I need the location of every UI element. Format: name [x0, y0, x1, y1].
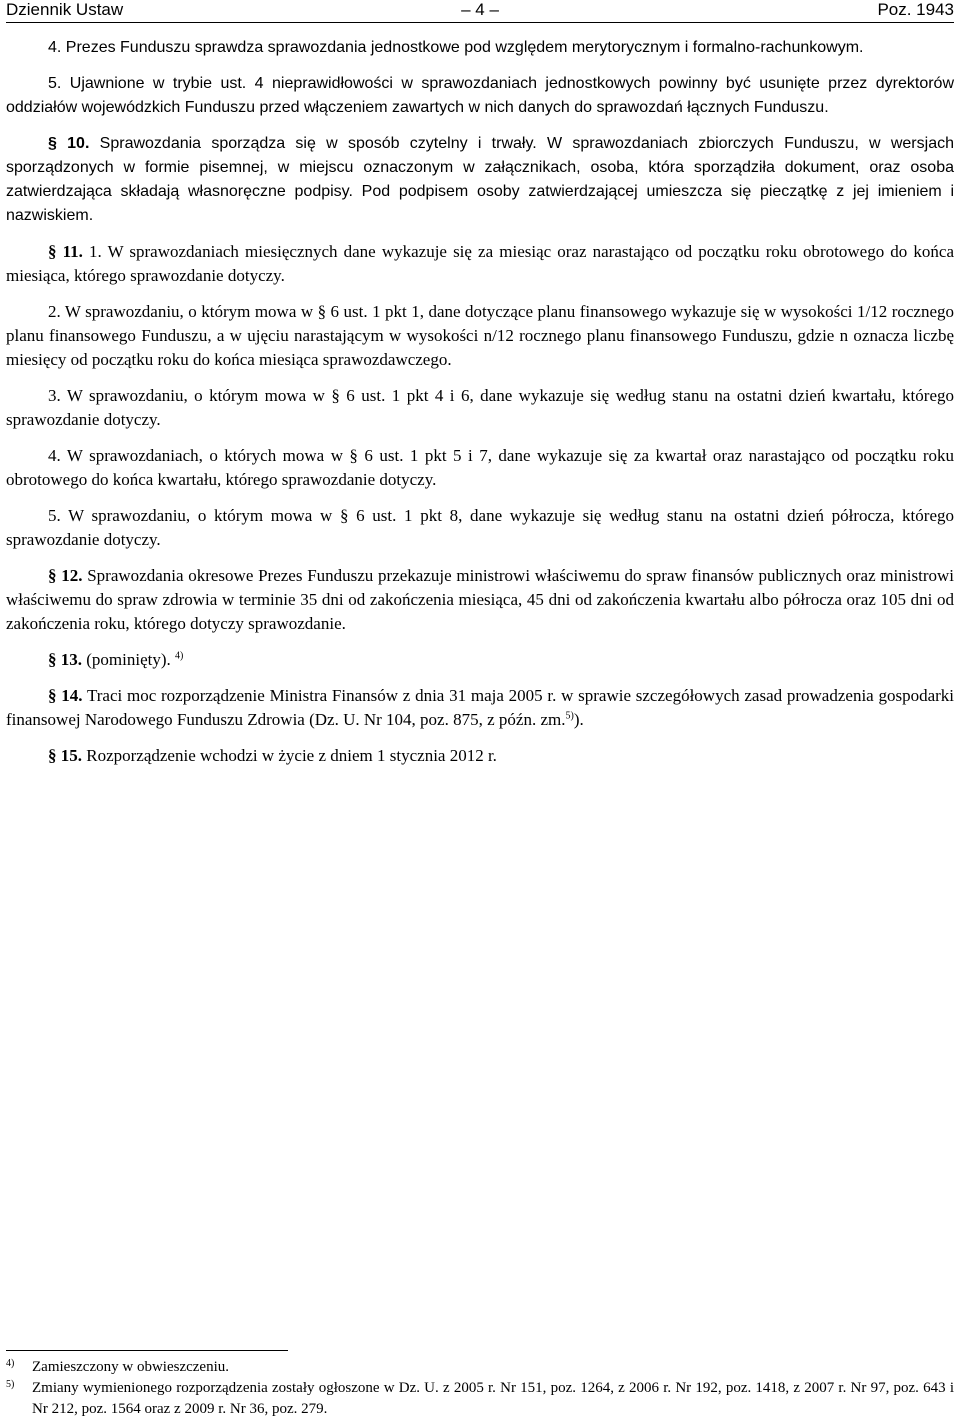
section-11-item-5: 5. W sprawozdaniu, o którym mowa w § 6 ust. 1 pkt 8, dane wykazuje się według stanu na ostatni dzień półrocza, którego sprawozdanie dotyczy.	[6, 506, 954, 549]
footnote-4	[6, 1357, 954, 1378]
page-number: – 4 –	[461, 0, 499, 19]
footnote-5-text: Zmiany wymienionego rozporządzenia zostały ogłoszone w Dz. U. z 2005 r. Nr 151, poz. 1264, z 2006 r. Nr 192, poz. 1418, z 2007 r. Nr 97, poz. 643 i Nr 212, poz. 1564 oraz z 2009 r. Nr 36, poz. 279.	[32, 1380, 954, 1417]
section-14	[6, 684, 954, 732]
footnote-5-mark: 5)	[6, 1379, 15, 1390]
section-11-text: 1. W sprawozdaniach miesięcznych dane wykazuje się za miesiąc oraz narastająco od początku roku obrotowego do końca miesiąca, którego sprawozdanie dotyczy.	[6, 242, 955, 285]
section-13-text: (pominięty).	[82, 650, 171, 669]
section-11-item-2: 2. W sprawozdaniu, o którym mowa w § 6 ust. 1 pkt 1, dane dotyczące planu finansowego wykazuje się w wysokości 1/12 rocznego planu finansowego Funduszu, a w ujęciu narastającym w wysokości n/12 rocznego planu finansowego Funduszu, gdzie n oznacza liczbę miesięcy od początku roku do końca miesiąca sprawozdawczego.	[6, 302, 954, 369]
section-14-end: ).	[573, 710, 584, 729]
document-body	[6, 36, 954, 780]
section-11-item-3: 3. W sprawozdaniu, o którym mowa w § 6 ust. 1 pkt 4 i 6, dane wykazuje się według stanu na ostatni dzień kwartału, którego sprawozdanie dotyczy.	[6, 386, 954, 429]
section-12-number: § 12.	[48, 566, 83, 585]
paragraph-5: 5. Ujawnione w trybie ust. 4 nieprawidłowości w sprawozdaniach jednostkowych powinny być usunięte przez dyrektorów oddziałów wojewódzkich Funduszu przed włączeniem zawartych w nich danych do sprawozdań łącznych Funduszu.	[6, 75, 954, 116]
footnote-5	[6, 1378, 954, 1420]
section-11-number: § 11.	[48, 242, 83, 261]
section-12	[6, 564, 954, 636]
section-10-text: Sprawozdania sporządza się w sposób czytelny i trwały. W sprawozdaniach zbiorczych Funduszu, w wersjach sporządzonych w formie pisemnej, w miejscu oznaczonym w załącznikach, osoba, która sporządziła dokument, oraz osoba zatwierdzająca składają własnoręczne podpisy. Pod podpisem osoby zatwierdzającej umieszcza się pieczątkę z jej imieniem i nazwiskiem.	[6, 135, 954, 224]
footnote-divider	[6, 1350, 288, 1351]
section-11	[6, 240, 954, 288]
section-11-item-4: 4. W sprawozdaniach, o których mowa w § 6 ust. 1 pkt 5 i 7, dane wykazuje się za kwartał oraz narastająco od początku roku obrotowego do końca kwartału, którego sprawozdanie dotyczy.	[6, 446, 954, 489]
footnote-4-text: Zamieszczony w obwieszczeniu.	[32, 1359, 229, 1375]
journal-title: Dziennik Ustaw	[6, 0, 124, 19]
section-10-number: § 10.	[48, 135, 90, 152]
section-13-number: § 13.	[48, 650, 82, 669]
section-12-text: Sprawozdania okresowe Prezes Funduszu przekazuje ministrowi właściwemu do spraw finansów publicznych oraz ministrowi właściwemu do spraw zdrowia w terminie 35 dni od zakończenia miesiąca, 45 dni od zakończenia kwartału albo półrocza oraz 105 dni od zakończenia roku, którego dotyczy sprawozdanie.	[6, 566, 955, 633]
section-15-text: Rozporządzenie wchodzi w życie z dniem 1 stycznia 2012 r.	[82, 746, 497, 765]
footnote-ref-4: 4)	[175, 650, 184, 662]
section-15	[6, 744, 954, 768]
section-14-text: Traci moc rozporządzenie Ministra Finansów z dnia 31 maja 2005 r. w sprawie szczegółowych zasad prowadzenia gospodarki finansowej Narodowego Funduszu Zdrowia (Dz. U. Nr 104, poz. 875, z późn. zm.	[6, 686, 955, 729]
section-10	[6, 132, 954, 228]
footnote-ref-5: 5)	[565, 710, 574, 722]
section-13	[6, 648, 954, 672]
section-15-number: § 15.	[48, 746, 82, 765]
footnote-4-mark: 4)	[6, 1358, 15, 1369]
footnotes	[6, 1350, 954, 1420]
page-header	[6, 0, 954, 23]
section-14-number: § 14.	[48, 686, 83, 705]
paragraph-4: 4. Prezes Funduszu sprawdza sprawozdania jednostkowe pod względem merytorycznym i formalno-rachunkowym.	[48, 39, 864, 56]
position-number: Poz. 1943	[877, 0, 954, 19]
